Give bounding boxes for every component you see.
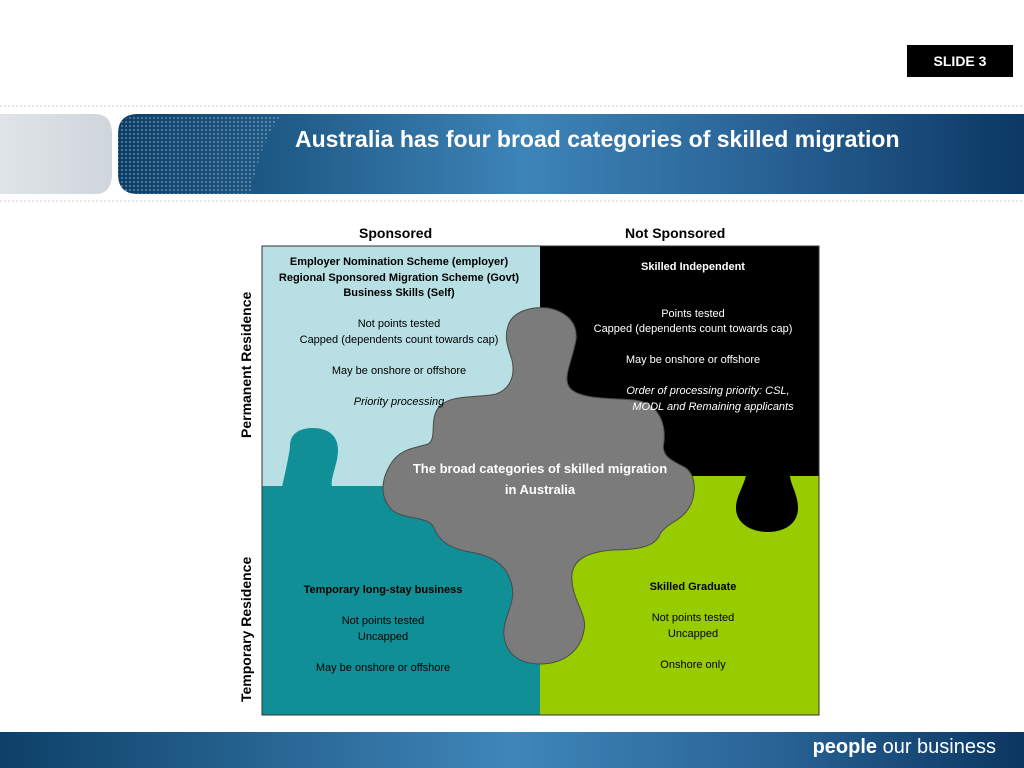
location-text: May be onshore or offshore [331, 364, 467, 377]
cap-text: Uncapped [357, 630, 409, 643]
slide-title: Australia has four broad categories of skilled migration [295, 126, 900, 152]
brand-rest: our business [877, 736, 996, 758]
heading-line: Temporary long-stay business [303, 584, 463, 596]
points-text: Not points tested [651, 612, 735, 624]
heading-line: Skilled Independent [641, 261, 745, 273]
location-text: May be onshore or offshore [625, 354, 761, 366]
points-text: Points tested [661, 307, 725, 320]
footer-brand [813, 736, 996, 759]
quadrant-text-permanent-sponsored [270, 255, 528, 410]
cap-text: Uncapped [667, 627, 719, 640]
heading-line: Regional Sponsored Migration Scheme (Govt) [278, 271, 520, 284]
heading-line: Employer Nomination Scheme (employer) [289, 256, 509, 268]
priority-note-line1: Order of processing priority: CSL, [626, 385, 790, 397]
priority-note-line2: MODL and Remaining applicants [632, 400, 794, 413]
black-knob [736, 475, 798, 532]
heading-line: Skilled Graduate [649, 581, 737, 593]
column-header-sponsored: Sponsored [359, 225, 433, 241]
quadrant-text-temporary-sponsored [283, 583, 483, 676]
priority-note: Priority processing [353, 395, 445, 408]
row-header-temporary: Temporary Residence [238, 556, 254, 702]
cap-text: Capped (dependents count towards cap) [299, 333, 499, 346]
location-text: Onshore only [660, 658, 726, 671]
column-header-not-sponsored: Not Sponsored [625, 225, 726, 241]
row-header-permanent: Permanent Residence [238, 291, 254, 438]
heading-line: Business Skills (Self) [343, 287, 455, 299]
points-text: Not points tested [357, 318, 441, 330]
points-text: Not points tested [341, 615, 425, 627]
cap-text: Capped (dependents count towards cap) [593, 323, 793, 335]
quadrant-text-temporary-not-sponsored [618, 580, 768, 673]
quadrant-text-permanent-not-sponsored [570, 260, 816, 415]
location-text: May be onshore or offshore [315, 661, 451, 674]
brand-strong: people [812, 736, 878, 758]
center-label: The broad categories of skilled migration in Australia [412, 461, 668, 497]
slide-number-badge: SLIDE 3 [907, 45, 1013, 77]
